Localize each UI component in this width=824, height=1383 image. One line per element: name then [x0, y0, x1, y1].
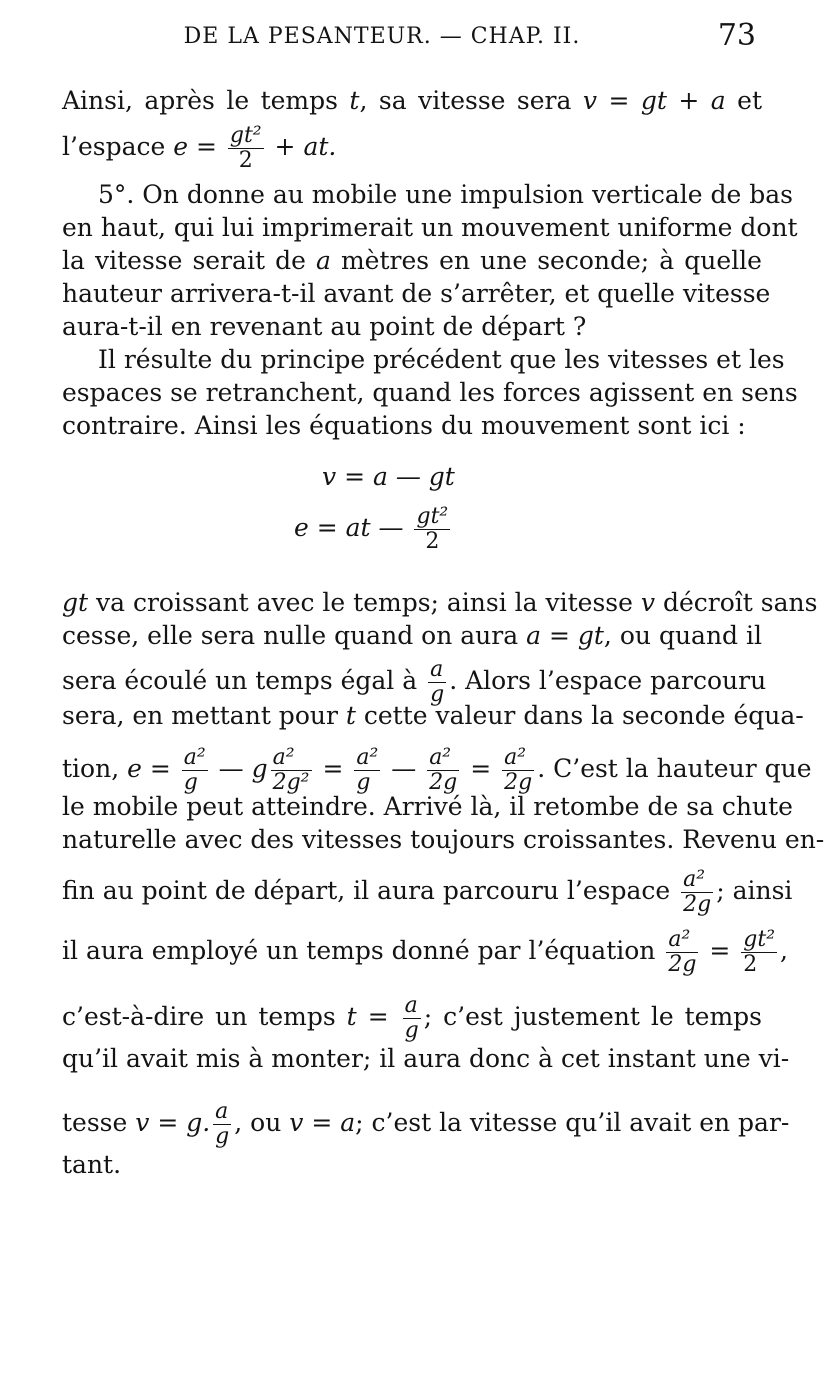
text-line: hauteur arrivera-t-il avant de s’arrêter, et quelle vitesse: [62, 279, 771, 308]
page-number: 73: [717, 18, 756, 53]
text-line: tant.: [62, 1150, 122, 1179]
text-line: naturelle avec des vitesses toujours croissantes. Revenu en-: [62, 825, 824, 854]
text-line: Ainsi, après le temps t, sa vitesse sera v = gt + a et: [62, 86, 762, 115]
text-line: tesse v = g. $\frac{a}{g}$ , ou v = a; c’est la vitesse qu’il avait en par-: [62, 1099, 790, 1149]
text-line: gt va croissant avec le temps; ainsi la vitesse v décroît sans: [62, 588, 818, 617]
text-line: l’espace e = $\frac{\text{gt²}}{2}$ + at.: [62, 123, 337, 173]
text-line: c’est-à-dire un temps t = $\frac{a}{g}$ ; c’est justement le temps: [62, 993, 763, 1043]
fraction: $\frac{a}{g}$: [430, 657, 445, 707]
text-line: cesse, elle sera nulle quand on aura a = gt, ou quand il: [62, 621, 763, 650]
text-line: sera, en mettant pour t cette valeur dans la seconde équa-: [62, 701, 804, 730]
fraction: $\frac{\text{a²}}{2g}$: [683, 867, 712, 917]
text-line: espaces se retranchent, quand les forces agissent en sens: [62, 378, 798, 407]
text-line: fin au point de départ, il aura parcouru l’espace $\frac{\text{a²}}{2g}$ ; ainsi: [62, 867, 793, 917]
fraction: $\frac{\text{gt²}}{2}$: [743, 927, 776, 977]
text-line: la vitesse serait de a mètres en une seconde; à quelle: [62, 246, 762, 275]
page-header: [62, 18, 762, 58]
equation-space: e = at — $\frac{\text{gt²}}{2}$: [294, 504, 449, 554]
fraction: $\frac{\text{a²}}{2g}$: [429, 745, 458, 795]
running-head: DE LA PESANTEUR. — CHAP. II.: [183, 24, 581, 49]
equation-velocity: v = a — gt: [322, 462, 455, 491]
text-line: Il résulte du principe précédent que les vitesses et les: [98, 345, 785, 374]
fraction: $\frac{\text{a²}}{g}$: [356, 745, 379, 795]
text-line: tion, e = $\frac{\text{a²}}{g}$ — g $\frac{\text{a²}}{\text{2g²}}$ = $\frac{\text{a²}}{g}$ — $\frac{\text{a²}}{2g}$ = $\frac{\text{a²}}{2g}$ . C’est la hauteur que: [62, 745, 812, 795]
fraction: $\frac{a}{g}$: [215, 1099, 230, 1149]
fraction: $\frac{\text{a²}}{2g}$: [504, 745, 533, 795]
fraction: $\frac{\text{a²}}{g}$: [183, 745, 206, 795]
text-line: contraire. Ainsi les équations du mouvement sont ici :: [62, 411, 746, 440]
fraction: $\frac{a}{g}$: [404, 993, 419, 1043]
fraction: $\frac{\text{a²}}{2g}$: [668, 927, 697, 977]
fraction: $\frac{\text{gt²}}{2}$: [229, 123, 262, 173]
text-line: le mobile peut atteindre. Arrivé là, il retombe de sa chute: [62, 792, 793, 821]
text-line: il aura employé un temps donné par l’équation $\frac{\text{a²}}{2g}$ = $\frac{\text{gt²}}{2}$ ,: [62, 927, 788, 977]
text-line: en haut, qui lui imprimerait un mouvement uniforme dont: [62, 213, 798, 242]
text-line: qu’il avait mis à monter; il aura donc à cet instant une vi-: [62, 1044, 790, 1073]
text-line: 5°. On donne au mobile une impulsion verticale de bas: [98, 180, 793, 209]
fraction: $\frac{\text{gt²}}{2}$: [416, 504, 449, 554]
text-line: aura-t-il en revenant au point de départ ?: [62, 312, 587, 341]
text-line: sera écoulé un temps égal à $\frac{a}{g}$ . Alors l’espace parcouru: [62, 657, 767, 707]
fraction: $\frac{\text{a²}}{\text{2g²}}$: [272, 745, 310, 795]
